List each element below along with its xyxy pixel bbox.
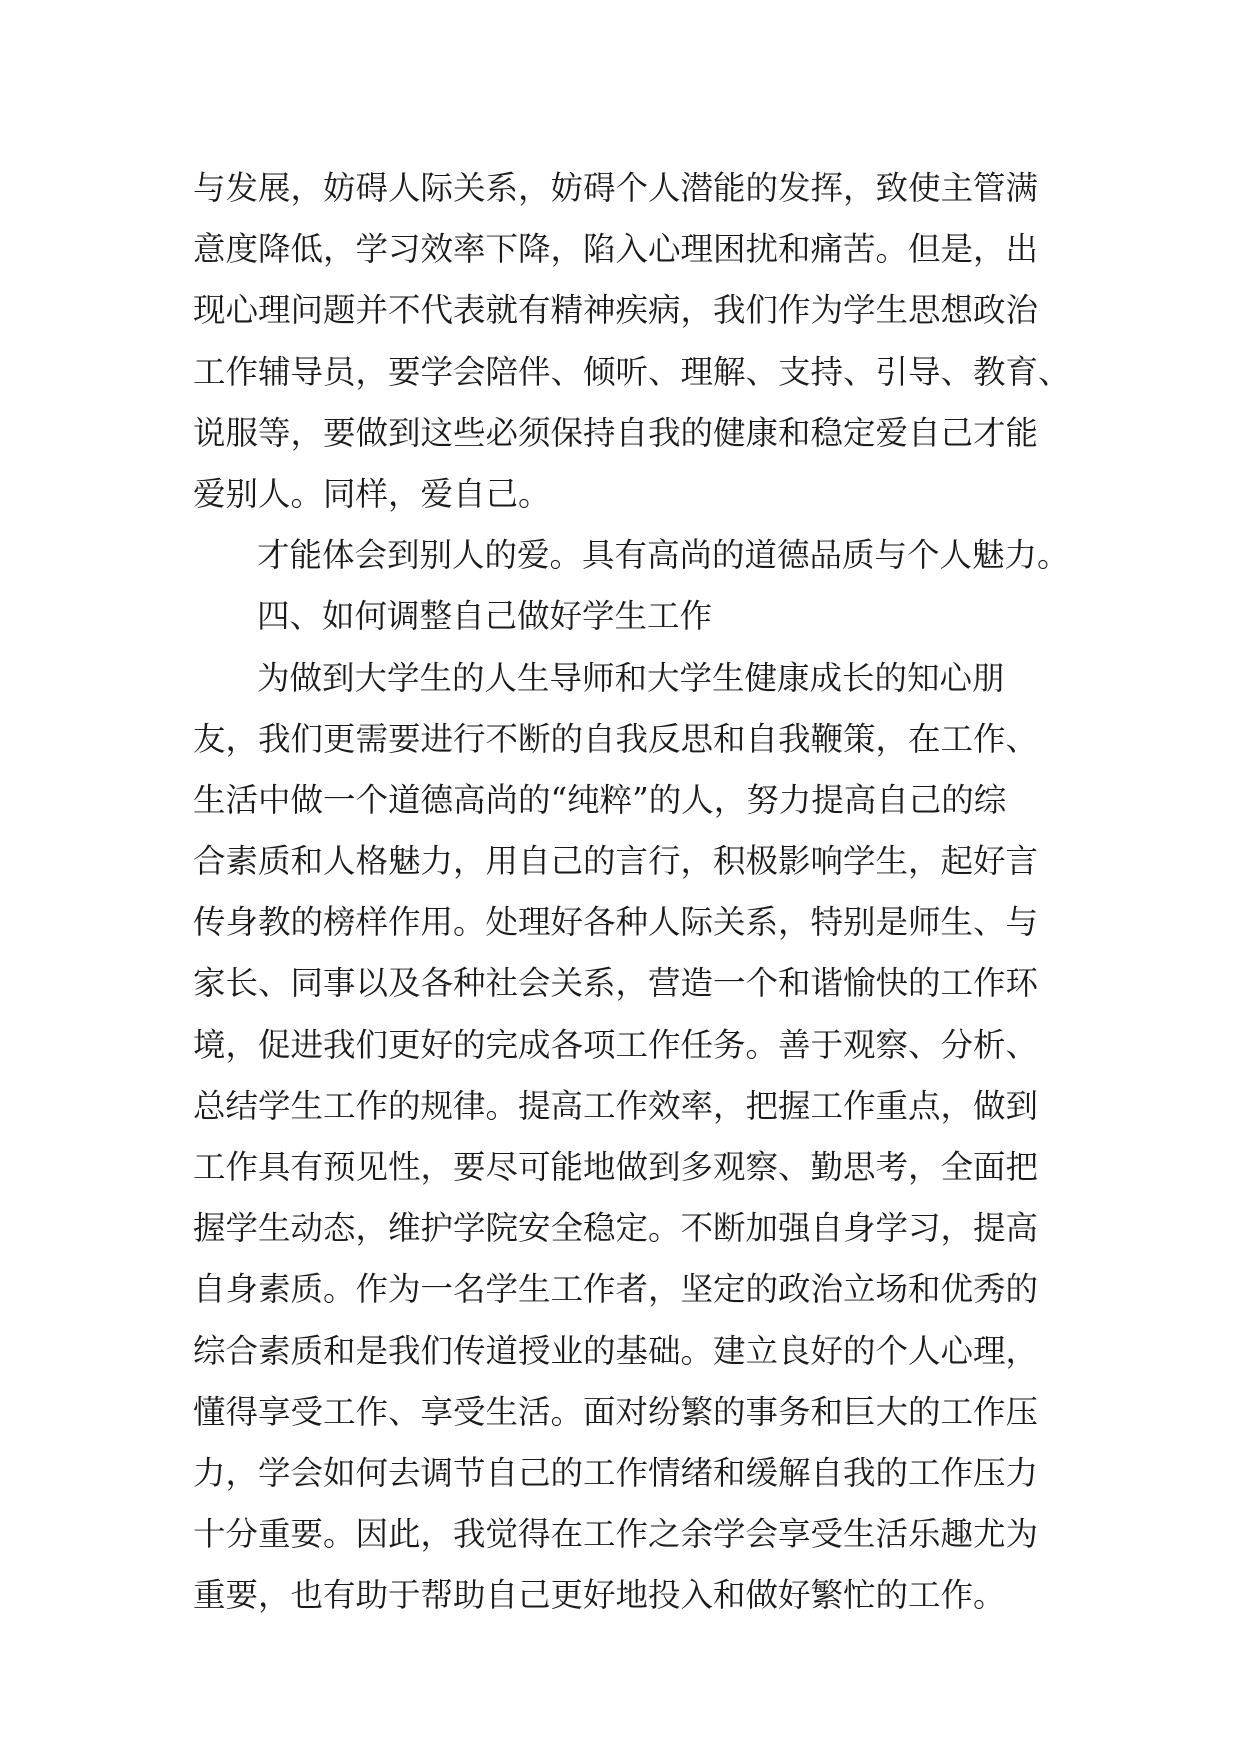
text-line: 总结学生工作的规律。提高工作效率，把握工作重点，做到 (193, 1086, 1039, 1125)
text-line: 现心理问题并不代表就有精神疾病，我们作为学生思想政治 (193, 291, 1039, 330)
text-line: 说服等，要做到这些必须保持自我的健康和稳定爱自己才能 (193, 413, 1039, 452)
text-line: 工作辅导员，要学会陪伴、倾听、理解、支持、引导、教育、 (193, 352, 1071, 391)
text-line: 懂得享受工作、享受生活。面对纷繁的事务和巨大的工作压 (193, 1392, 1039, 1431)
text-line: 意度降低，学习效率下降，陷入心理困扰和痛苦。但是，出 (193, 230, 1039, 269)
text-line: 家长、同事以及各种社会关系，营造一个和谐愉快的工作环 (193, 964, 1039, 1003)
text-line: 自身素质。作为一名学生工作者，坚定的政治立场和优秀的 (193, 1270, 1039, 1309)
text-line: 与发展，妨碍人际关系，妨碍个人潜能的发挥，致使主管满 (193, 169, 1039, 207)
text-line: 重要，也有助于帮助自己更好地投入和做好繁忙的工作。 (193, 1576, 1006, 1615)
text-line: 握学生动态，维护学院安全稳定。不断加强自身学习，提高 (193, 1209, 1039, 1248)
section-heading: 四、如何调整自己做好学生工作 (257, 597, 713, 636)
text-line: 爱别人。同样，爱自己。 (193, 474, 551, 513)
text-line: 十分重要。因此，我觉得在工作之余学会享受生活乐趣尤为 (193, 1515, 1039, 1554)
text-line: 友，我们更需要进行不断的自我反思和自我鞭策，在工作、 (193, 719, 1039, 758)
text-line: 才能体会到别人的爱。具有高尚的道德品质与个人魅力。 (257, 536, 1070, 575)
text-line: 合素质和人格魅力，用自己的言行，积极影响学生，起好言 (193, 842, 1039, 881)
text-line: 为做到大学生的人生导师和大学生健康成长的知心朋 (257, 658, 1005, 697)
text-line: 力，学会如何去调节自己的工作情绪和缓解自我的工作压力 (193, 1453, 1039, 1492)
body-text (193, 158, 1073, 1627)
text-line: 传身教的榜样作用。处理好各种人际关系，特别是师生、与 (193, 903, 1039, 942)
text-line: 境，促进我们更好的完成各项工作任务。善于观察、分析、 (193, 1025, 1039, 1064)
text-line: 综合素质和是我们传道授业的基础。建立良好的个人心理， (193, 1331, 1039, 1370)
text-line: 工作具有预见性，要尽可能地做到多观察、勤思考，全面把 (193, 1148, 1039, 1186)
text-line: 生活中做一个道德高尚的“纯粹”的人，努力提高自己的综 (193, 780, 1007, 819)
